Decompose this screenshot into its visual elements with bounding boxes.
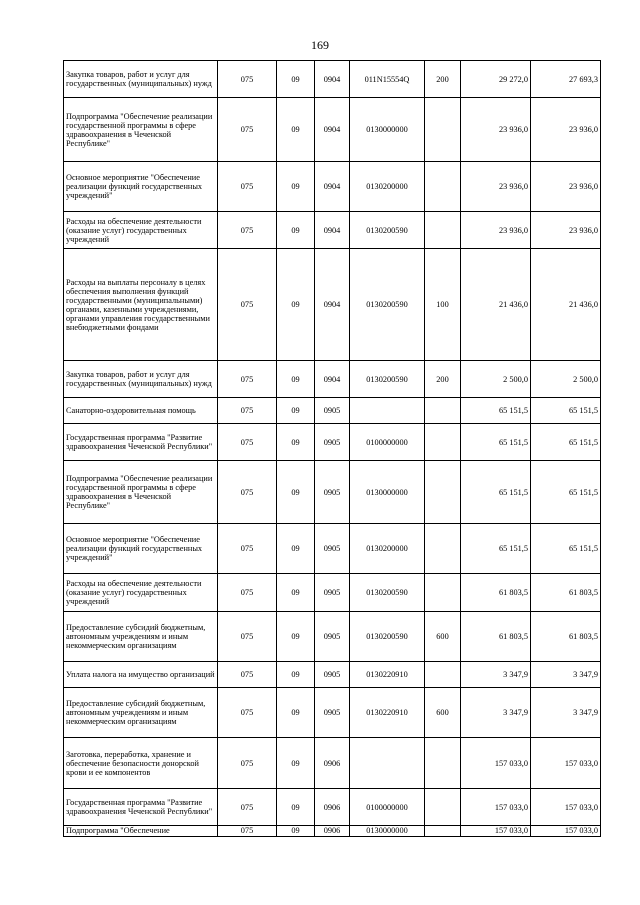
row-name: Подпрограмма "Обеспечение реализации государственной программы в сфере здравоохранения в Чеченской Республике": [64, 98, 218, 162]
ved-cell: 075: [218, 461, 277, 524]
table-row: [64, 398, 601, 424]
vr-cell: [425, 662, 461, 688]
pr-cell: 0904: [315, 249, 350, 361]
csr-cell: 011N15554Q: [350, 61, 425, 98]
sum1-cell: 61 803,5: [461, 574, 531, 612]
rz-cell: 09: [277, 738, 315, 789]
pr-cell: 0905: [315, 461, 350, 524]
csr-cell: [350, 738, 425, 789]
row-name: Закупка товаров, работ и услуг для государственных (муниципальных) нужд: [64, 361, 218, 398]
sum2-cell: 65 151,5: [531, 424, 601, 461]
table-row: [64, 162, 601, 212]
pr-cell: 0906: [315, 826, 350, 837]
table-row: [64, 826, 601, 837]
csr-cell: 0130000000: [350, 98, 425, 162]
vr-cell: [425, 398, 461, 424]
table-row: [64, 524, 601, 574]
vr-cell: 100: [425, 249, 461, 361]
row-name: Подпрограмма "Обеспечение: [64, 826, 218, 837]
rz-cell: 09: [277, 398, 315, 424]
sum2-cell: 65 151,5: [531, 398, 601, 424]
ved-cell: 075: [218, 789, 277, 826]
sum1-cell: 65 151,5: [461, 524, 531, 574]
csr-cell: 0130220910: [350, 662, 425, 688]
rz-cell: 09: [277, 662, 315, 688]
sum1-cell: 23 936,0: [461, 98, 531, 162]
row-name: Расходы на обеспечение деятельности (оказание услуг) государственных учреждений: [64, 212, 218, 249]
rz-cell: 09: [277, 612, 315, 662]
sum2-cell: 3 347,9: [531, 662, 601, 688]
sum2-cell: 157 033,0: [531, 738, 601, 789]
pr-cell: 0904: [315, 98, 350, 162]
csr-cell: 0130220910: [350, 688, 425, 738]
sum1-cell: 157 033,0: [461, 789, 531, 826]
ved-cell: 075: [218, 212, 277, 249]
csr-cell: 0100000000: [350, 424, 425, 461]
vr-cell: [425, 738, 461, 789]
table-row: [64, 424, 601, 461]
rz-cell: 09: [277, 424, 315, 461]
vr-cell: [425, 212, 461, 249]
pr-cell: 0905: [315, 662, 350, 688]
pr-cell: 0905: [315, 612, 350, 662]
csr-cell: 0130000000: [350, 826, 425, 837]
sum2-cell: 23 936,0: [531, 212, 601, 249]
sum2-cell: 61 803,5: [531, 574, 601, 612]
rz-cell: 09: [277, 574, 315, 612]
rz-cell: 09: [277, 688, 315, 738]
ved-cell: 075: [218, 98, 277, 162]
ved-cell: 075: [218, 398, 277, 424]
row-name: Заготовка, переработка, хранение и обеспечение безопасности донорской крови и ее компонентов: [64, 738, 218, 789]
pr-cell: 0906: [315, 789, 350, 826]
sum2-cell: 23 936,0: [531, 162, 601, 212]
row-name: Расходы на обеспечение деятельности (оказание услуг) государственных учреждений: [64, 574, 218, 612]
sum1-cell: 23 936,0: [461, 162, 531, 212]
sum1-cell: 2 500,0: [461, 361, 531, 398]
pr-cell: 0904: [315, 61, 350, 98]
sum2-cell: 65 151,5: [531, 524, 601, 574]
ved-cell: 075: [218, 424, 277, 461]
vr-cell: [425, 98, 461, 162]
pr-cell: 0905: [315, 424, 350, 461]
pr-cell: 0905: [315, 574, 350, 612]
sum1-cell: 23 936,0: [461, 212, 531, 249]
table-row: [64, 688, 601, 738]
row-name: Основное мероприятие "Обеспечение реализации функций государственных учреждений": [64, 162, 218, 212]
table-row: [64, 361, 601, 398]
csr-cell: 0130200590: [350, 212, 425, 249]
pr-cell: 0905: [315, 688, 350, 738]
rz-cell: 09: [277, 61, 315, 98]
table-row: [64, 61, 601, 98]
sum2-cell: 3 347,9: [531, 688, 601, 738]
ved-cell: 075: [218, 61, 277, 98]
sum1-cell: 65 151,5: [461, 424, 531, 461]
vr-cell: [425, 461, 461, 524]
vr-cell: 200: [425, 361, 461, 398]
csr-cell: [350, 398, 425, 424]
table-row: [64, 738, 601, 789]
pr-cell: 0906: [315, 738, 350, 789]
row-name: Основное мероприятие "Обеспечение реализации функций государственных учреждений": [64, 524, 218, 574]
ved-cell: 075: [218, 249, 277, 361]
pr-cell: 0905: [315, 524, 350, 574]
row-name: Предоставление субсидий бюджетным, автономным учреждениям и иным некоммерческим организациям: [64, 612, 218, 662]
vr-cell: 600: [425, 612, 461, 662]
row-name: Уплата налога на имущество организаций: [64, 662, 218, 688]
sum1-cell: 157 033,0: [461, 826, 531, 837]
rz-cell: 09: [277, 162, 315, 212]
row-name: Государственная программа "Развитие здравоохранения Чеченской Республики": [64, 424, 218, 461]
ved-cell: 075: [218, 162, 277, 212]
csr-cell: 0130000000: [350, 461, 425, 524]
csr-cell: 0130200000: [350, 162, 425, 212]
csr-cell: 0130200000: [350, 524, 425, 574]
ved-cell: 075: [218, 826, 277, 837]
table-row: [64, 662, 601, 688]
rz-cell: 09: [277, 361, 315, 398]
sum1-cell: 61 803,5: [461, 612, 531, 662]
pr-cell: 0904: [315, 162, 350, 212]
sum1-cell: 157 033,0: [461, 738, 531, 789]
table-row: [64, 249, 601, 361]
rz-cell: 09: [277, 249, 315, 361]
vr-cell: [425, 424, 461, 461]
row-name: Закупка товаров, работ и услуг для государственных (муниципальных) нужд: [64, 61, 218, 98]
table-row: [64, 98, 601, 162]
rz-cell: 09: [277, 212, 315, 249]
table-row: [64, 612, 601, 662]
vr-cell: [425, 574, 461, 612]
row-name: Санаторно-оздоровительная помощь: [64, 398, 218, 424]
pr-cell: 0905: [315, 398, 350, 424]
row-name: Предоставление субсидий бюджетным, автономным учреждениям и иным некоммерческим организациям: [64, 688, 218, 738]
sum1-cell: 65 151,5: [461, 398, 531, 424]
csr-cell: 0130200590: [350, 361, 425, 398]
rz-cell: 09: [277, 98, 315, 162]
budget-table: [63, 60, 601, 837]
sum1-cell: 65 151,5: [461, 461, 531, 524]
rz-cell: 09: [277, 461, 315, 524]
sum1-cell: 3 347,9: [461, 662, 531, 688]
sum1-cell: 21 436,0: [461, 249, 531, 361]
csr-cell: 0130200590: [350, 249, 425, 361]
vr-cell: 200: [425, 61, 461, 98]
sum2-cell: 65 151,5: [531, 461, 601, 524]
rz-cell: 09: [277, 789, 315, 826]
table-row: [64, 574, 601, 612]
csr-cell: 0100000000: [350, 789, 425, 826]
table-row: [64, 461, 601, 524]
ved-cell: 075: [218, 738, 277, 789]
sum2-cell: 157 033,0: [531, 826, 601, 837]
sum2-cell: 21 436,0: [531, 249, 601, 361]
page-number: 169: [311, 38, 329, 52]
pr-cell: 0904: [315, 212, 350, 249]
rz-cell: 09: [277, 826, 315, 837]
sum1-cell: 29 272,0: [461, 61, 531, 98]
sum2-cell: 61 803,5: [531, 612, 601, 662]
ved-cell: 075: [218, 524, 277, 574]
ved-cell: 075: [218, 612, 277, 662]
row-name: Расходы на выплаты персоналу в целях обеспечения выполнения функций государственными (муниципальными) органами, казенными учреждениями, органами управления государственными внебюджетными фондами: [64, 249, 218, 361]
sum2-cell: 157 033,0: [531, 789, 601, 826]
vr-cell: [425, 826, 461, 837]
table-row: [64, 212, 601, 249]
row-name: Государственная программа "Развитие здравоохранения Чеченской Республики": [64, 789, 218, 826]
ved-cell: 075: [218, 688, 277, 738]
sum2-cell: 23 936,0: [531, 98, 601, 162]
csr-cell: 0130200590: [350, 612, 425, 662]
ved-cell: 075: [218, 662, 277, 688]
ved-cell: 075: [218, 574, 277, 612]
sum2-cell: 27 693,3: [531, 61, 601, 98]
pr-cell: 0904: [315, 361, 350, 398]
vr-cell: [425, 789, 461, 826]
rz-cell: 09: [277, 524, 315, 574]
vr-cell: [425, 162, 461, 212]
sum1-cell: 3 347,9: [461, 688, 531, 738]
vr-cell: [425, 524, 461, 574]
row-name: Подпрограмма "Обеспечение реализации государственной программы в сфере здравоохранения в Чеченской Республике": [64, 461, 218, 524]
vr-cell: 600: [425, 688, 461, 738]
csr-cell: 0130200590: [350, 574, 425, 612]
sum2-cell: 2 500,0: [531, 361, 601, 398]
ved-cell: 075: [218, 361, 277, 398]
table-row: [64, 789, 601, 826]
